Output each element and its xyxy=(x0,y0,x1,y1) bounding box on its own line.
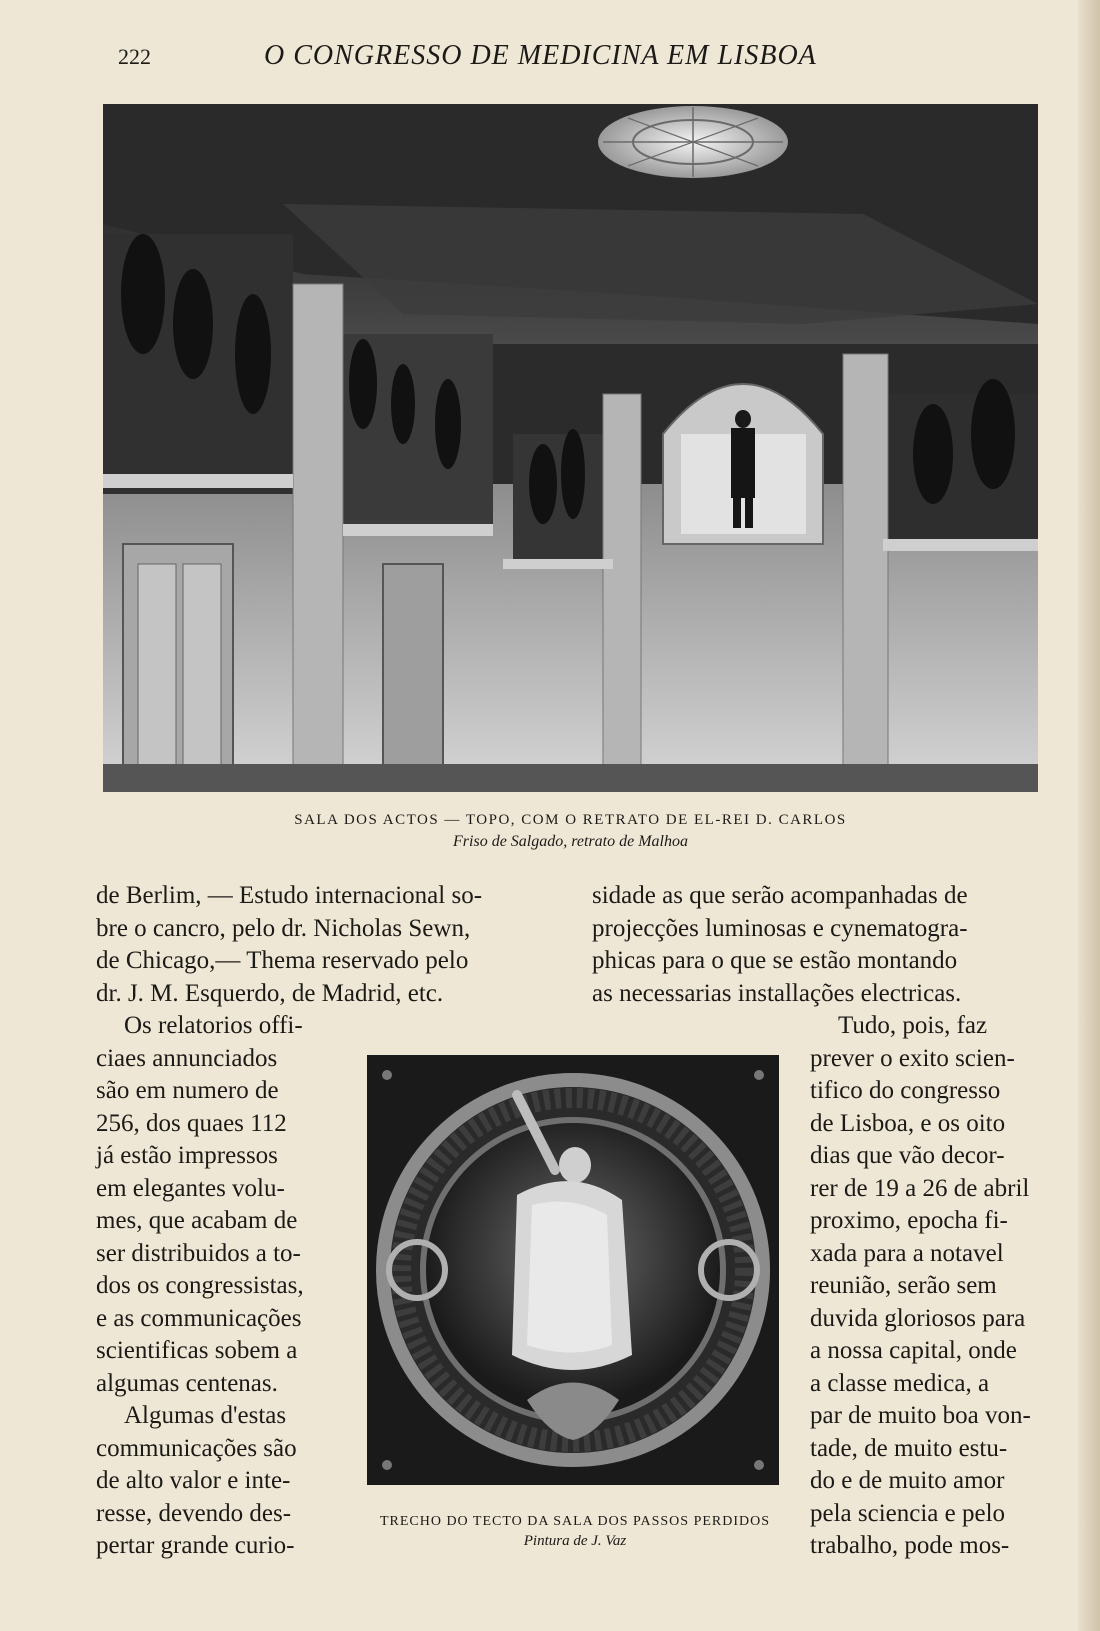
text-line: sidade as que serão acompanhadas de xyxy=(592,882,968,909)
top-figure-credit: Friso de Salgado, retrato de Malhoa xyxy=(453,833,688,850)
inset-figure-caption xyxy=(355,1514,795,1550)
text-line: ser distribuidos a to- xyxy=(96,1239,301,1267)
text-line: reunião, serão sem xyxy=(810,1272,997,1299)
text-line: Algumas d'estas xyxy=(124,1402,287,1429)
inset-figure-credit: Pintura de J. Vaz xyxy=(523,1533,627,1549)
page-header xyxy=(100,38,980,78)
text-line: phicas para o que se estão montando xyxy=(592,947,958,974)
tecto-sala-passos-perdidos-photo xyxy=(367,1055,779,1485)
running-title: O CONGRESSO DE MEDICINA EM LISBOA xyxy=(264,40,817,71)
text-line: tifico do congresso xyxy=(810,1077,1001,1104)
text-line: dias que vão decor- xyxy=(810,1142,1005,1169)
page-edge xyxy=(1078,0,1100,1631)
text-line: dos os congressistas, xyxy=(96,1272,304,1299)
text-line: resse, devendo des- xyxy=(96,1499,292,1527)
left-column-narrow xyxy=(96,1010,336,1563)
text-line: tade, de muito estu- xyxy=(810,1434,1008,1462)
sala-dos-actos-photo xyxy=(103,104,1038,792)
text-line: 256, dos quaes 112 xyxy=(96,1109,287,1137)
top-figure-caption xyxy=(103,812,1038,851)
text-line: mes, que acabam de xyxy=(96,1207,298,1234)
text-line: prever o exito scien- xyxy=(810,1044,1015,1072)
text-line: Os relatorios offi- xyxy=(124,1012,303,1039)
text-line: par de muito boa von- xyxy=(810,1402,1031,1429)
text-line: rer de 19 a 26 de abril xyxy=(810,1174,1030,1202)
text-line: e as communicações xyxy=(96,1304,302,1332)
text-line: Tudo, pois, faz xyxy=(838,1012,988,1039)
text-line: bre o cancro, pelo dr. Nicholas Sewn, xyxy=(96,914,471,942)
text-line: pela sciencia e pelo xyxy=(810,1499,1006,1527)
left-column-top xyxy=(96,880,556,1010)
text-line: pertar grande curio- xyxy=(96,1532,295,1559)
text-line: de Chicago,— Thema reservado pelo xyxy=(96,947,469,974)
text-line: já estão impressos xyxy=(96,1142,278,1169)
text-line: dr. J. M. Esquerdo, de Madrid, etc. xyxy=(96,979,444,1007)
text-line: xada para a notavel xyxy=(810,1239,1004,1267)
text-line: as necessarias installações electricas. xyxy=(592,979,962,1007)
text-line: em elegantes volu- xyxy=(96,1174,285,1202)
text-line: duvida gloriosos para xyxy=(810,1304,1026,1332)
text-line: a nossa capital, onde xyxy=(810,1337,1017,1364)
text-line: do e de muito amor xyxy=(810,1467,1005,1494)
text-line: de Berlim, — Estudo internacional so- xyxy=(96,882,483,909)
right-column-narrow xyxy=(810,1010,1048,1563)
text-line: proximo, epocha fi- xyxy=(810,1207,1008,1234)
inset-figure-title: TRECHO DO TECTO DA SALA DOS PASSOS PERDIDOS xyxy=(379,1514,771,1529)
right-column-top xyxy=(592,880,1048,1010)
text-line: de alto valor e inte- xyxy=(96,1467,291,1494)
text-line: projecções luminosas e cynematogra- xyxy=(592,914,968,942)
text-line: communicações são xyxy=(96,1434,297,1462)
page-number: 222 xyxy=(118,44,151,69)
text-line: trabalho, pode mos- xyxy=(810,1532,1010,1559)
text-line: algumas centenas. xyxy=(96,1369,278,1397)
text-line: de Lisboa, e os oito xyxy=(810,1109,1006,1137)
text-line: a classe medica, a xyxy=(810,1369,990,1397)
text-line: são em numero de xyxy=(96,1077,279,1104)
text-line: scientificas sobem a xyxy=(96,1337,298,1364)
text-line: ciaes annunciados xyxy=(96,1044,278,1072)
top-figure-title: SALA DOS ACTOS — TOPO, COM O RETRATO DE EL-REI D. CARLOS xyxy=(294,812,847,828)
